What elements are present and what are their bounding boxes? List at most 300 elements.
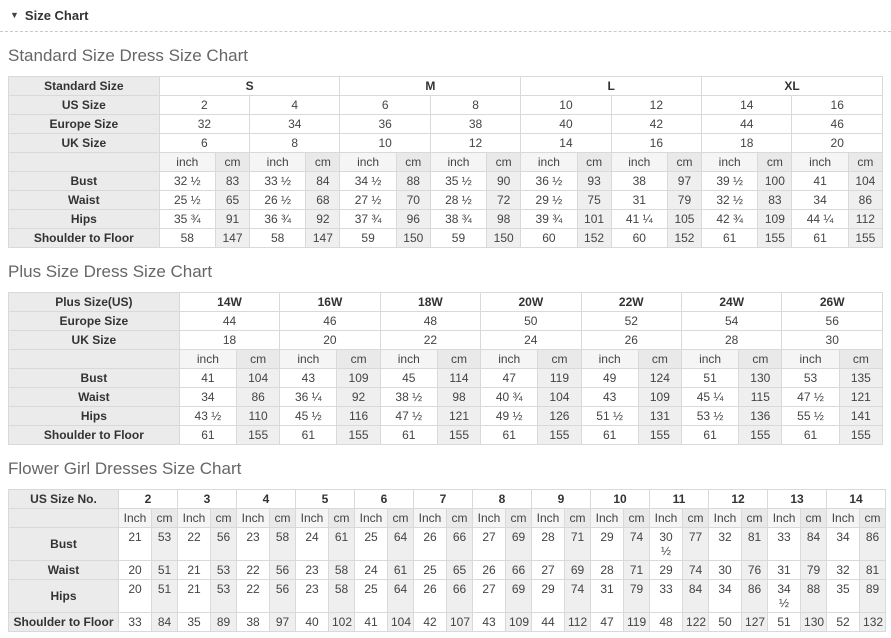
unit-inch-cell: Inch xyxy=(178,509,211,528)
value-inch-cell: 61 xyxy=(581,426,638,445)
unit-inch-cell: Inch xyxy=(414,509,447,528)
value-cm-cell: 77 xyxy=(683,528,709,561)
value-cm-cell: 89 xyxy=(211,613,237,632)
size-value-cell: 40 xyxy=(521,115,611,134)
size-group-cell: 6 xyxy=(355,490,414,509)
value-cm-cell: 83 xyxy=(215,172,249,191)
value-inch-cell: 31 xyxy=(611,191,667,210)
unit-cm-cell: cm xyxy=(306,153,340,172)
unit-inch-cell: Inch xyxy=(296,509,329,528)
value-cm-cell: 61 xyxy=(329,528,355,561)
unit-inch-cell: Inch xyxy=(473,509,506,528)
value-cm-cell: 100 xyxy=(758,172,792,191)
unit-cm-cell: cm xyxy=(437,350,480,369)
unit-inch-cell: inch xyxy=(521,153,577,172)
value-cm-cell: 69 xyxy=(565,561,591,580)
value-cm-cell: 53 xyxy=(211,580,237,613)
value-inch-cell: 44 ¼ xyxy=(792,210,848,229)
unit-cm-cell: cm xyxy=(683,509,709,528)
size-value-cell: 10 xyxy=(340,134,430,153)
value-cm-cell: 155 xyxy=(437,426,480,445)
row-label-cell: Shoulder to Floor xyxy=(9,613,119,632)
value-cm-cell: 66 xyxy=(506,561,532,580)
value-cm-cell: 64 xyxy=(388,528,414,561)
value-inch-cell: 41 xyxy=(355,613,388,632)
value-cm-cell: 81 xyxy=(860,561,886,580)
flower-girl-size-table xyxy=(8,489,886,632)
size-value-cell: 14 xyxy=(702,96,792,115)
row-label-cell: Hips xyxy=(9,407,180,426)
unit-cm-cell: cm xyxy=(337,350,380,369)
value-inch-cell: 61 xyxy=(702,229,758,248)
value-inch-cell: 34 xyxy=(792,191,848,210)
unit-inch-cell: inch xyxy=(581,350,638,369)
value-cm-cell: 155 xyxy=(848,229,882,248)
row-label-cell: US Size xyxy=(9,96,160,115)
row-label-cell: Waist xyxy=(9,561,119,580)
value-inch-cell: 43 xyxy=(581,388,638,407)
unit-cm-cell: cm xyxy=(270,509,296,528)
unit-inch-cell: inch xyxy=(681,350,738,369)
size-chart-section-toggle[interactable] xyxy=(0,0,891,32)
value-inch-cell: 47 ½ xyxy=(782,388,839,407)
value-cm-cell: 97 xyxy=(270,613,296,632)
value-cm-cell: 155 xyxy=(638,426,681,445)
unit-inch-cell: inch xyxy=(792,153,848,172)
size-group-cell: 7 xyxy=(414,490,473,509)
value-inch-cell: 22 xyxy=(237,561,270,580)
value-inch-cell: 26 xyxy=(473,561,506,580)
size-group-cell: XL xyxy=(702,77,883,96)
value-inch-cell: 34 ½ xyxy=(768,580,801,613)
value-cm-cell: 150 xyxy=(487,229,521,248)
value-inch-cell: 38 xyxy=(611,172,667,191)
value-inch-cell: 55 ½ xyxy=(782,407,839,426)
value-inch-cell: 33 xyxy=(768,528,801,561)
unit-inch-cell: inch xyxy=(340,153,396,172)
unit-cm-cell: cm xyxy=(215,153,249,172)
value-inch-cell: 38 xyxy=(237,613,270,632)
size-value-cell: 18 xyxy=(179,331,279,350)
value-inch-cell: 40 xyxy=(296,613,329,632)
row-label-cell xyxy=(9,509,119,528)
value-cm-cell: 74 xyxy=(565,580,591,613)
value-inch-cell: 47 ½ xyxy=(380,407,437,426)
row-label-cell: Shoulder to Floor xyxy=(9,229,160,248)
value-inch-cell: 61 xyxy=(481,426,538,445)
unit-cm-cell: cm xyxy=(388,509,414,528)
unit-cm-cell: cm xyxy=(565,509,591,528)
value-inch-cell: 27 xyxy=(532,561,565,580)
size-value-cell: 20 xyxy=(792,134,883,153)
value-inch-cell: 29 xyxy=(591,528,624,561)
value-cm-cell: 152 xyxy=(667,229,701,248)
value-cm-cell: 56 xyxy=(270,561,296,580)
value-inch-cell: 30 ½ xyxy=(650,528,683,561)
value-cm-cell: 150 xyxy=(396,229,430,248)
value-cm-cell: 86 xyxy=(742,580,768,613)
row-label-cell: Europe Size xyxy=(9,115,160,134)
value-inch-cell: 50 xyxy=(709,613,742,632)
value-cm-cell: 155 xyxy=(758,229,792,248)
value-cm-cell: 84 xyxy=(683,580,709,613)
value-inch-cell: 45 ¼ xyxy=(681,388,738,407)
value-inch-cell: 35 ¾ xyxy=(159,210,215,229)
value-inch-cell: 26 xyxy=(414,580,447,613)
size-group-cell: 5 xyxy=(296,490,355,509)
value-cm-cell: 58 xyxy=(329,580,355,613)
value-cm-cell: 69 xyxy=(506,528,532,561)
size-value-cell: 20 xyxy=(280,331,380,350)
value-cm-cell: 119 xyxy=(624,613,650,632)
value-cm-cell: 155 xyxy=(538,426,581,445)
value-inch-cell: 24 xyxy=(355,561,388,580)
value-inch-cell: 51 xyxy=(768,613,801,632)
size-value-cell: 48 xyxy=(380,312,480,331)
unit-cm-cell: cm xyxy=(758,153,792,172)
value-inch-cell: 42 xyxy=(414,613,447,632)
unit-inch-cell: Inch xyxy=(768,509,801,528)
size-group-cell: 24W xyxy=(681,293,781,312)
value-cm-cell: 132 xyxy=(860,613,886,632)
value-inch-cell: 32 xyxy=(709,528,742,561)
value-cm-cell: 155 xyxy=(839,426,882,445)
value-inch-cell: 38 ¾ xyxy=(430,210,486,229)
value-cm-cell: 70 xyxy=(396,191,430,210)
value-inch-cell: 25 ½ xyxy=(159,191,215,210)
size-value-cell: 8 xyxy=(250,134,340,153)
unit-inch-cell: Inch xyxy=(119,509,152,528)
plus-size-chart-title: Plus Size Dress Size Chart xyxy=(8,262,213,281)
value-cm-cell: 136 xyxy=(739,407,782,426)
value-cm-cell: 66 xyxy=(447,528,473,561)
value-cm-cell: 86 xyxy=(237,388,280,407)
size-group-cell: 3 xyxy=(178,490,237,509)
size-group-cell: 13 xyxy=(768,490,827,509)
value-cm-cell: 104 xyxy=(848,172,882,191)
unit-inch-cell: Inch xyxy=(650,509,683,528)
value-inch-cell: 43 xyxy=(473,613,506,632)
value-cm-cell: 65 xyxy=(447,561,473,580)
size-group-cell: 20W xyxy=(481,293,581,312)
size-group-cell: 11 xyxy=(650,490,709,509)
size-value-cell: 28 xyxy=(681,331,781,350)
value-inch-cell: 25 xyxy=(414,561,447,580)
row-label-cell: UK Size xyxy=(9,134,160,153)
size-value-cell: 26 xyxy=(581,331,681,350)
flower-girl-chart-title: Flower Girl Dresses Size Chart xyxy=(8,459,242,478)
size-value-cell: 56 xyxy=(782,312,883,331)
value-cm-cell: 72 xyxy=(487,191,521,210)
size-group-cell: 12 xyxy=(709,490,768,509)
size-value-cell: 6 xyxy=(340,96,430,115)
size-group-cell: 4 xyxy=(237,490,296,509)
unit-cm-cell: cm xyxy=(211,509,237,528)
unit-inch-cell: Inch xyxy=(591,509,624,528)
value-cm-cell: 66 xyxy=(447,580,473,613)
value-inch-cell: 27 ½ xyxy=(340,191,396,210)
value-inch-cell: 29 ½ xyxy=(521,191,577,210)
size-group-cell: S xyxy=(159,77,340,96)
size-value-cell: 6 xyxy=(159,134,249,153)
value-cm-cell: 97 xyxy=(667,172,701,191)
value-inch-cell: 27 xyxy=(473,528,506,561)
size-group-cell: M xyxy=(340,77,521,96)
value-inch-cell: 25 xyxy=(355,528,388,561)
value-cm-cell: 147 xyxy=(215,229,249,248)
value-cm-cell: 116 xyxy=(337,407,380,426)
size-value-cell: 54 xyxy=(681,312,781,331)
size-value-cell: 12 xyxy=(611,96,701,115)
size-value-cell: 34 xyxy=(250,115,340,134)
value-cm-cell: 65 xyxy=(215,191,249,210)
size-value-cell: 38 xyxy=(430,115,520,134)
value-inch-cell: 29 xyxy=(532,580,565,613)
row-label-cell xyxy=(9,350,180,369)
value-inch-cell: 32 xyxy=(827,561,860,580)
value-cm-cell: 92 xyxy=(306,210,340,229)
value-cm-cell: 130 xyxy=(739,369,782,388)
value-cm-cell: 130 xyxy=(801,613,827,632)
size-value-cell: 16 xyxy=(611,134,701,153)
unit-cm-cell: cm xyxy=(538,350,581,369)
row-label-cell: Waist xyxy=(9,191,160,210)
value-cm-cell: 98 xyxy=(437,388,480,407)
value-cm-cell: 122 xyxy=(683,613,709,632)
value-inch-cell: 59 xyxy=(430,229,486,248)
unit-cm-cell: cm xyxy=(860,509,886,528)
unit-cm-cell: cm xyxy=(801,509,827,528)
value-cm-cell: 53 xyxy=(211,561,237,580)
value-cm-cell: 107 xyxy=(447,613,473,632)
value-inch-cell: 33 xyxy=(650,580,683,613)
value-inch-cell: 28 xyxy=(532,528,565,561)
value-cm-cell: 110 xyxy=(237,407,280,426)
value-cm-cell: 109 xyxy=(337,369,380,388)
value-cm-cell: 112 xyxy=(848,210,882,229)
value-inch-cell: 35 xyxy=(178,613,211,632)
unit-inch-cell: inch xyxy=(611,153,667,172)
value-inch-cell: 20 xyxy=(119,580,152,613)
value-inch-cell: 61 xyxy=(380,426,437,445)
value-cm-cell: 109 xyxy=(758,210,792,229)
size-value-cell: 50 xyxy=(481,312,581,331)
value-cm-cell: 131 xyxy=(638,407,681,426)
unit-cm-cell: cm xyxy=(487,153,521,172)
value-inch-cell: 22 xyxy=(237,580,270,613)
value-inch-cell: 28 xyxy=(591,561,624,580)
size-value-cell: 4 xyxy=(250,96,340,115)
value-cm-cell: 58 xyxy=(329,561,355,580)
corner-label-cell: Plus Size(US) xyxy=(9,293,180,312)
value-cm-cell: 68 xyxy=(306,191,340,210)
value-inch-cell: 31 xyxy=(591,580,624,613)
value-cm-cell: 86 xyxy=(848,191,882,210)
value-cm-cell: 121 xyxy=(839,388,882,407)
value-cm-cell: 141 xyxy=(839,407,882,426)
value-cm-cell: 155 xyxy=(237,426,280,445)
unit-inch-cell: inch xyxy=(782,350,839,369)
size-value-cell: 24 xyxy=(481,331,581,350)
value-cm-cell: 81 xyxy=(742,528,768,561)
value-cm-cell: 75 xyxy=(577,191,611,210)
unit-cm-cell: cm xyxy=(329,509,355,528)
value-inch-cell: 34 ½ xyxy=(340,172,396,191)
value-cm-cell: 56 xyxy=(270,580,296,613)
size-value-cell: 42 xyxy=(611,115,701,134)
unit-inch-cell: Inch xyxy=(355,509,388,528)
value-inch-cell: 49 xyxy=(581,369,638,388)
size-group-cell: 10 xyxy=(591,490,650,509)
value-cm-cell: 109 xyxy=(638,388,681,407)
value-cm-cell: 79 xyxy=(624,580,650,613)
row-label-cell: Bust xyxy=(9,369,180,388)
value-inch-cell: 20 xyxy=(119,561,152,580)
value-cm-cell: 105 xyxy=(667,210,701,229)
size-group-cell: 14 xyxy=(827,490,886,509)
unit-inch-cell: inch xyxy=(250,153,306,172)
value-cm-cell: 89 xyxy=(860,580,886,613)
value-cm-cell: 71 xyxy=(565,528,591,561)
unit-cm-cell: cm xyxy=(506,509,532,528)
value-inch-cell: 41 ¼ xyxy=(611,210,667,229)
size-value-cell: 2 xyxy=(159,96,249,115)
value-inch-cell: 29 xyxy=(650,561,683,580)
unit-inch-cell: Inch xyxy=(532,509,565,528)
size-group-cell: 2 xyxy=(119,490,178,509)
row-label-cell: Hips xyxy=(9,580,119,613)
size-group-cell: 8 xyxy=(473,490,532,509)
unit-inch-cell: inch xyxy=(159,153,215,172)
value-cm-cell: 84 xyxy=(801,528,827,561)
row-label-cell: Hips xyxy=(9,210,160,229)
value-inch-cell: 25 xyxy=(355,580,388,613)
value-cm-cell: 104 xyxy=(388,613,414,632)
unit-cm-cell: cm xyxy=(742,509,768,528)
value-cm-cell: 126 xyxy=(538,407,581,426)
size-value-cell: 10 xyxy=(521,96,611,115)
value-inch-cell: 45 ½ xyxy=(280,407,337,426)
value-inch-cell: 39 ¾ xyxy=(521,210,577,229)
value-inch-cell: 60 xyxy=(521,229,577,248)
value-cm-cell: 121 xyxy=(437,407,480,426)
value-inch-cell: 47 xyxy=(481,369,538,388)
size-group-cell: 9 xyxy=(532,490,591,509)
value-inch-cell: 31 xyxy=(768,561,801,580)
unit-cm-cell: cm xyxy=(848,153,882,172)
value-inch-cell: 35 ½ xyxy=(430,172,486,191)
value-inch-cell: 36 ¼ xyxy=(280,388,337,407)
size-group-cell: 14W xyxy=(179,293,279,312)
plus-size-table xyxy=(8,292,883,445)
size-value-cell: 18 xyxy=(702,134,792,153)
value-inch-cell: 26 xyxy=(414,528,447,561)
value-inch-cell: 51 ½ xyxy=(581,407,638,426)
value-inch-cell: 22 xyxy=(178,528,211,561)
value-inch-cell: 34 xyxy=(709,580,742,613)
value-cm-cell: 51 xyxy=(152,561,178,580)
value-cm-cell: 79 xyxy=(801,561,827,580)
value-inch-cell: 35 xyxy=(827,580,860,613)
unit-inch-cell: inch xyxy=(380,350,437,369)
value-cm-cell: 79 xyxy=(667,191,701,210)
row-label-cell: Waist xyxy=(9,388,180,407)
size-value-cell: 46 xyxy=(792,115,883,134)
value-cm-cell: 91 xyxy=(215,210,249,229)
value-cm-cell: 98 xyxy=(487,210,521,229)
unit-cm-cell: cm xyxy=(839,350,882,369)
value-inch-cell: 44 xyxy=(532,613,565,632)
value-inch-cell: 23 xyxy=(296,580,329,613)
unit-cm-cell: cm xyxy=(152,509,178,528)
value-inch-cell: 60 xyxy=(611,229,667,248)
value-inch-cell: 41 xyxy=(792,172,848,191)
value-cm-cell: 53 xyxy=(152,528,178,561)
value-cm-cell: 104 xyxy=(237,369,280,388)
value-inch-cell: 28 ½ xyxy=(430,191,486,210)
size-value-cell: 12 xyxy=(430,134,520,153)
value-inch-cell: 27 xyxy=(473,580,506,613)
size-chart-content xyxy=(0,46,891,632)
value-inch-cell: 40 ¾ xyxy=(481,388,538,407)
value-cm-cell: 127 xyxy=(742,613,768,632)
value-inch-cell: 47 xyxy=(591,613,624,632)
value-inch-cell: 38 ½ xyxy=(380,388,437,407)
section-title: Size Chart xyxy=(24,8,89,23)
value-cm-cell: 92 xyxy=(337,388,380,407)
value-inch-cell: 34 xyxy=(179,388,236,407)
value-cm-cell: 74 xyxy=(683,561,709,580)
size-value-cell: 46 xyxy=(280,312,380,331)
value-inch-cell: 30 xyxy=(709,561,742,580)
size-value-cell: 32 xyxy=(159,115,249,134)
unit-cm-cell: cm xyxy=(237,350,280,369)
value-cm-cell: 69 xyxy=(506,580,532,613)
value-inch-cell: 26 ½ xyxy=(250,191,306,210)
size-group-cell: 26W xyxy=(782,293,883,312)
value-cm-cell: 96 xyxy=(396,210,430,229)
value-inch-cell: 51 xyxy=(681,369,738,388)
standard-size-chart-title: Standard Size Dress Size Chart xyxy=(8,46,248,65)
value-inch-cell: 21 xyxy=(178,561,211,580)
value-inch-cell: 36 ¾ xyxy=(250,210,306,229)
value-cm-cell: 124 xyxy=(638,369,681,388)
value-cm-cell: 109 xyxy=(506,613,532,632)
size-value-cell: 36 xyxy=(340,115,430,134)
unit-cm-cell: cm xyxy=(739,350,782,369)
value-inch-cell: 43 ½ xyxy=(179,407,236,426)
unit-inch-cell: Inch xyxy=(237,509,270,528)
corner-label-cell: Standard Size xyxy=(9,77,160,96)
unit-inch-cell: Inch xyxy=(827,509,860,528)
row-label-cell: Shoulder to Floor xyxy=(9,426,180,445)
value-cm-cell: 84 xyxy=(152,613,178,632)
unit-inch-cell: inch xyxy=(430,153,486,172)
value-inch-cell: 34 xyxy=(827,528,860,561)
value-cm-cell: 112 xyxy=(565,613,591,632)
value-inch-cell: 33 xyxy=(119,613,152,632)
value-cm-cell: 58 xyxy=(270,528,296,561)
value-inch-cell: 24 xyxy=(296,528,329,561)
unit-cm-cell: cm xyxy=(624,509,650,528)
value-cm-cell: 101 xyxy=(577,210,611,229)
size-value-cell: 8 xyxy=(430,96,520,115)
size-value-cell: 44 xyxy=(702,115,792,134)
size-group-cell: 18W xyxy=(380,293,480,312)
row-label-cell xyxy=(9,153,160,172)
value-inch-cell: 61 xyxy=(792,229,848,248)
value-cm-cell: 152 xyxy=(577,229,611,248)
